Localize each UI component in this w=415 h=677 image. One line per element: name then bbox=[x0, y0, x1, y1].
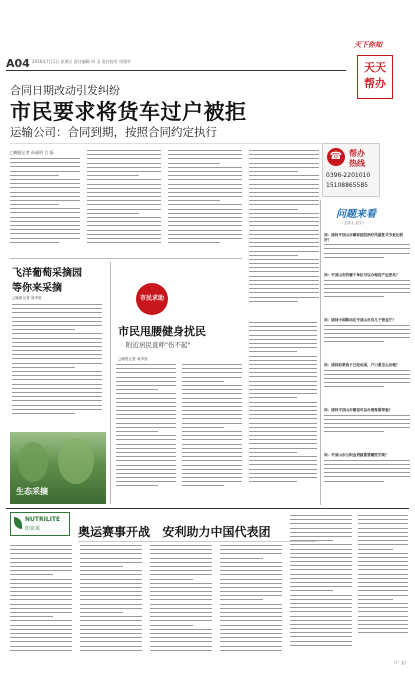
bottom-body-col-4 bbox=[220, 545, 282, 667]
hotline-label-2: 热线 bbox=[349, 159, 365, 168]
bottom-body-col-3 bbox=[150, 545, 212, 667]
center-left-divider bbox=[110, 262, 111, 504]
left-story-top-rule bbox=[10, 258, 242, 259]
hotline-phone-1: 0396-2201010 bbox=[326, 172, 371, 179]
qna-item-5 bbox=[324, 408, 410, 437]
qna-answer bbox=[324, 460, 410, 490]
lead-subhead: 运输公司：合同到期，按照合同约定执行 bbox=[10, 125, 217, 139]
help-stamp bbox=[136, 283, 168, 315]
lead-body-col-2 bbox=[87, 150, 161, 254]
qna-subtitle: （主持人 赵宇） bbox=[340, 221, 367, 225]
qna-answer bbox=[324, 325, 410, 347]
qna-answer bbox=[324, 280, 410, 302]
photo-caption: 生态采摘 bbox=[16, 487, 48, 496]
header-rule bbox=[6, 70, 346, 71]
bottom-body-col-1 bbox=[10, 545, 72, 667]
hotline-label-1: 帮办 bbox=[349, 149, 365, 158]
qna-item-6 bbox=[324, 453, 410, 490]
center-story-headline: 市民甩腰健身扰民 bbox=[118, 325, 206, 338]
bottom-headline-rule bbox=[78, 541, 316, 542]
vine-shape bbox=[18, 442, 48, 482]
center-story-subhead: 附近居民直呼"伤不起" bbox=[126, 341, 191, 349]
qna-item-3 bbox=[324, 318, 410, 347]
left-story-headline: 飞洋葡萄采摘园 bbox=[12, 268, 82, 279]
qna-divider bbox=[320, 200, 321, 505]
hotline-box bbox=[322, 143, 380, 197]
qna-question: 问：请问中国移动在平顶山市有几个营业厅？ bbox=[324, 318, 396, 322]
left-story-byline: □晚报记者 周李张 bbox=[12, 296, 42, 300]
qna-item-4 bbox=[324, 363, 410, 392]
center-body-col-3 bbox=[249, 322, 317, 504]
qna-question: 问：平顶山市的哪个单位可以办理房产证更名？ bbox=[324, 273, 400, 277]
center-body-col-1 bbox=[116, 364, 176, 504]
qna-answer bbox=[324, 244, 410, 261]
vine-shape bbox=[58, 438, 94, 484]
grape-photo bbox=[10, 432, 106, 504]
leaf-icon bbox=[14, 517, 22, 529]
qna-item-1 bbox=[324, 233, 410, 261]
lead-kicker: 合同日期改动引发纠纷 bbox=[10, 84, 120, 97]
bottom-headline: 奥运赛事开战 安利助力中国代表团 bbox=[78, 525, 271, 539]
bottom-body-col-2 bbox=[80, 545, 142, 667]
qna-question: 问：请问平顶山市哪里可以办理驾照审验？ bbox=[324, 408, 393, 412]
bottom-body-col-6 bbox=[358, 515, 408, 655]
column-title-box bbox=[357, 55, 393, 99]
nutrilite-logo bbox=[10, 512, 70, 536]
bottom-author-note: （广 文） bbox=[392, 660, 409, 665]
lead-rule bbox=[10, 143, 340, 144]
lead-body-col-1 bbox=[10, 158, 80, 253]
qna-title: 问题来看 bbox=[336, 209, 376, 220]
bottom-section-rule bbox=[6, 508, 409, 509]
brand-logo-text: 天下你知 bbox=[354, 40, 382, 49]
qna-question: 问：请问平顶山市哪家医院治疗风湿性关节炎比较好？ bbox=[324, 233, 404, 242]
qna-question: 问：请问如果孩子已经出国，户口要怎么处理？ bbox=[324, 363, 400, 367]
hotline-icon: ☎ bbox=[327, 148, 345, 166]
lead-body-col-3 bbox=[168, 150, 242, 254]
date-line: 2016年7月1日 星期五 责任编辑 何 灵 责任校对 胡建华 bbox=[32, 59, 131, 64]
help-stamp-label: 市民求助 bbox=[139, 295, 164, 302]
page-number: A04 bbox=[6, 57, 30, 70]
left-story-body bbox=[12, 304, 102, 429]
nutrilite-sub: 纽崔莱 bbox=[25, 526, 41, 532]
qna-answer bbox=[324, 415, 410, 437]
left-story-subheadline: 等你来采摘 bbox=[12, 283, 62, 294]
center-body-col-2 bbox=[182, 364, 242, 504]
hotline-phone-2: 15108865585 bbox=[326, 182, 368, 189]
lead-byline: □晚报记者 孙福明 吕 磊 bbox=[10, 150, 54, 155]
qna-answer bbox=[324, 370, 410, 392]
center-story-byline: □晚报记者 周李张 bbox=[118, 357, 148, 361]
column-title: 天天帮办 bbox=[364, 61, 386, 90]
lead-body-col-4 bbox=[249, 150, 319, 315]
qna-item-2 bbox=[324, 273, 410, 302]
bottom-body-col-5 bbox=[290, 515, 352, 667]
brand-logo bbox=[354, 40, 394, 56]
lead-headline: 市民要求将货车过户被拒 bbox=[10, 100, 247, 124]
nutrilite-word: NUTRILITE bbox=[25, 516, 61, 523]
qna-question: 问：平顶山市公积金贷款需要哪些手续？ bbox=[324, 453, 389, 457]
